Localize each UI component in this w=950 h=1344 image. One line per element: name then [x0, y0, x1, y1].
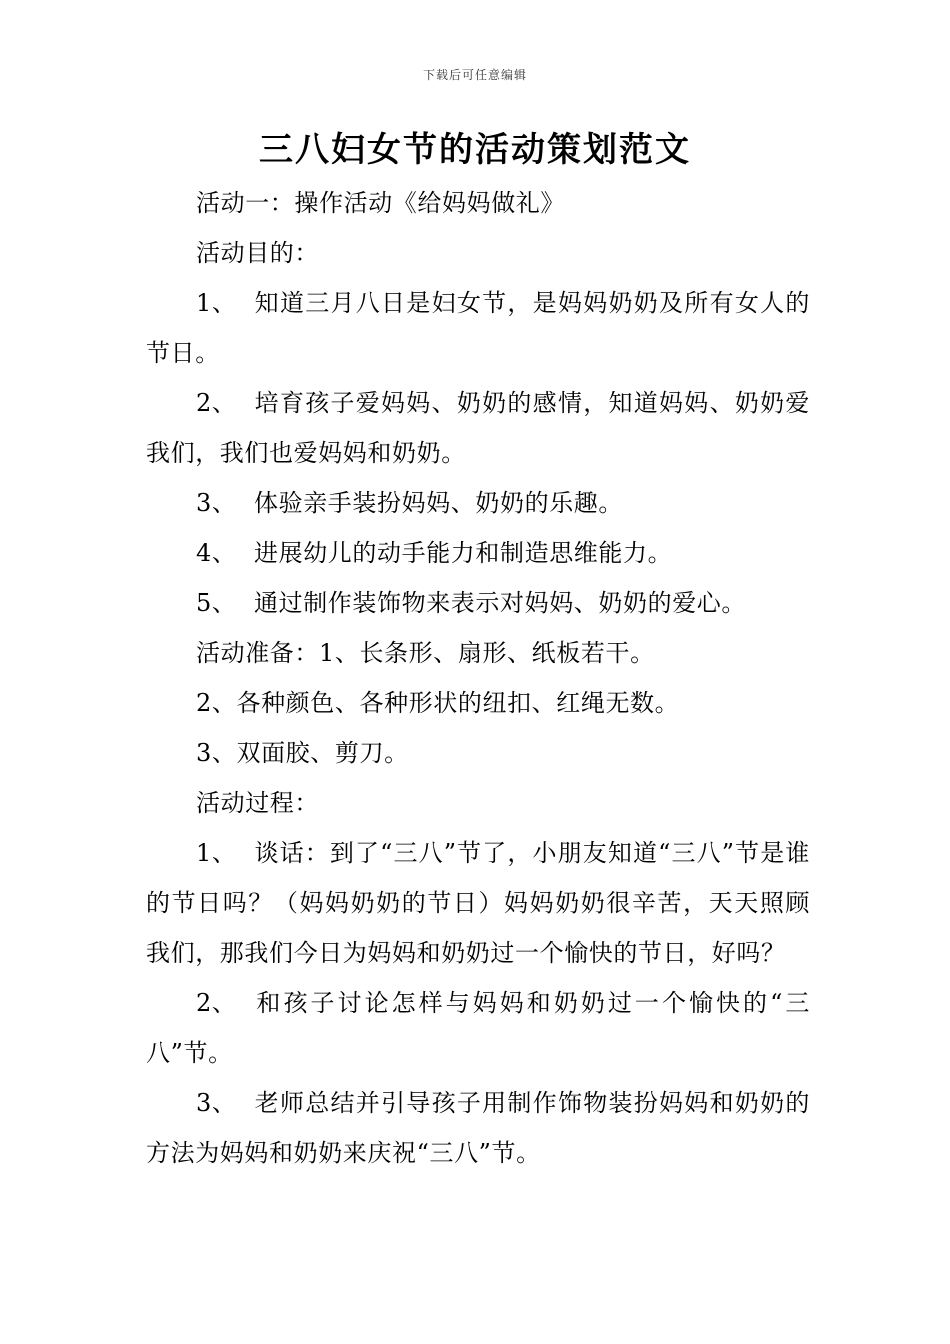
list-number: 3、: [196, 1089, 237, 1117]
list-number: 2、: [196, 989, 237, 1017]
paragraph: [146, 778, 810, 828]
paragraph: [146, 1078, 810, 1178]
list-number: 1、: [196, 839, 237, 867]
header-note: 下载后可任意编辑: [422, 68, 527, 82]
paragraph-text: 体验亲手装扮妈妈、奶奶的乐趣。: [254, 489, 623, 517]
paragraph: [146, 728, 810, 778]
paragraph-text: 3、双面胶、剪刀。: [196, 739, 409, 767]
paragraph-text: 和孩子讨论怎样与妈妈和奶奶过一个愉快的“三八”节。: [146, 989, 810, 1067]
document-title: 三八妇女节的活动策划范文: [259, 130, 691, 170]
paragraph-text: 活动一：操作活动《给妈妈做礼》: [196, 189, 565, 217]
paragraph-text: 谈话：到了“三八”节了，小朋友知道“三八”节是谁的节日吗？（妈妈奶奶的节日）妈妈奶奶很辛苦，天天照顾我们，那我们今日为妈妈和奶奶过一个愉快的节日，好吗？: [146, 839, 810, 967]
paragraph-text: 2、各种颜色、各种形状的纽扣、红绳无数。: [196, 689, 680, 717]
paragraph-text: 进展幼儿的动手能力和制造思维能力。: [254, 539, 673, 567]
paragraph: [146, 228, 810, 278]
paragraph-text: 活动过程：: [196, 789, 319, 817]
paragraph-text: 通过制作装饰物来表示对妈妈、奶奶的爱心。: [254, 589, 746, 617]
paragraph: [146, 828, 810, 978]
paragraph: [146, 378, 810, 478]
paragraph: [146, 528, 810, 578]
paragraph: [146, 978, 810, 1078]
paragraph: [146, 278, 810, 378]
paragraph-text: 知道三月八日是妇女节，是妈妈奶奶及所有女人的节日。: [146, 289, 810, 367]
list-number: 1、: [196, 289, 237, 317]
paragraph-text: 活动准备：1、长条形、扇形、纸板若干。: [196, 639, 655, 667]
paragraph: [146, 678, 810, 728]
list-number: 3、: [196, 489, 237, 517]
list-number: 2、: [196, 389, 237, 417]
paragraph: [146, 178, 810, 228]
paragraph-text: 老师总结并引导孩子用制作饰物装扮妈妈和奶奶的方法为妈妈和奶奶来庆祝“三八”节。: [146, 1089, 810, 1167]
paragraph: [146, 478, 810, 528]
paragraph-text: 活动目的：: [196, 239, 319, 267]
list-number: 5、: [196, 589, 237, 617]
paragraph: [146, 628, 810, 678]
paragraph: [146, 578, 810, 628]
list-number: 4、: [196, 539, 237, 567]
document-body: [146, 178, 810, 1178]
paragraph-text: 培育孩子爱妈妈、奶奶的感情，知道妈妈、奶奶爱我们，我们也爱妈妈和奶奶。: [146, 389, 810, 467]
